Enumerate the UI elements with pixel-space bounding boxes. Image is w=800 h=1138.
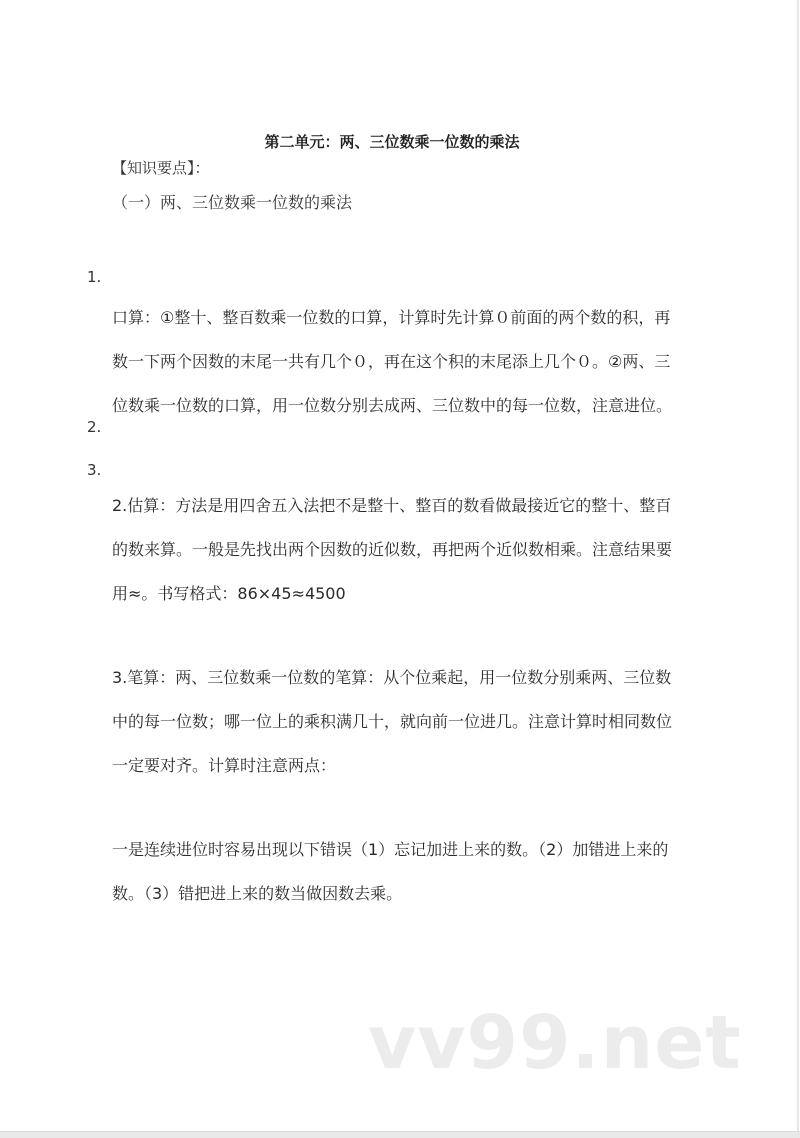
section-label: 【知识要点】： — [112, 159, 210, 177]
paragraph-line: 口算：①整十、整百数乘一位数的口算，计算时先计算０前面的两个数的积，再 — [112, 308, 671, 327]
list-number-1: 1. — [87, 268, 102, 286]
paragraph-line: 3.笔算：两、三位数乘一位数的笔算：从个位乘起，用一位数分别乘两、三位数 — [112, 668, 672, 687]
paragraph-line: 用≈。书写格式：86×45≈4500 — [112, 584, 346, 603]
paragraph-line: 一定要对齐。计算时注意两点： — [112, 756, 337, 775]
paragraph-line: 2.估算：方法是用四舍五入法把不是整十、整百的数看做最接近它的整十、整百 — [112, 496, 672, 515]
paragraph-common-errors — [112, 828, 702, 916]
watermark: vv99.net — [368, 1000, 742, 1086]
paragraph-line: 中的每一位数；哪一位上的乘积满几十，就向前一位进几。注意计算时相同数位 — [112, 712, 673, 731]
paragraph-written-calc — [112, 656, 702, 788]
paragraph-mental-calc — [112, 296, 702, 428]
paragraph-line: 数。（3）错把进上来的数当做因数去乘。 — [112, 884, 403, 903]
paragraph-line: 的数来算。一般是先找出两个因数的近似数，再把两个近似数相乘。注意结果要 — [112, 540, 673, 559]
page-title: 第二单元：两、三位数乘一位数的乘法 — [264, 133, 520, 151]
paragraph-estimation — [112, 484, 702, 616]
subsection-heading: （一）两、三位数乘一位数的乘法 — [112, 193, 353, 212]
list-number-2: 2. — [87, 418, 102, 436]
paragraph-line: 一是连续进位时容易出现以下错误（1）忘记加进上来的数。（2）加错进上来的 — [112, 840, 669, 859]
paragraph-line: 数一下两个因数的末尾一共有几个０，再在这个积的末尾添上几个０。②两、三 — [112, 352, 671, 371]
list-number-3: 3. — [87, 461, 102, 479]
paragraph-line: 位数乘一位数的口算，用一位数分别去成两、三位数中的每一位数，注意进位。 — [112, 396, 673, 415]
